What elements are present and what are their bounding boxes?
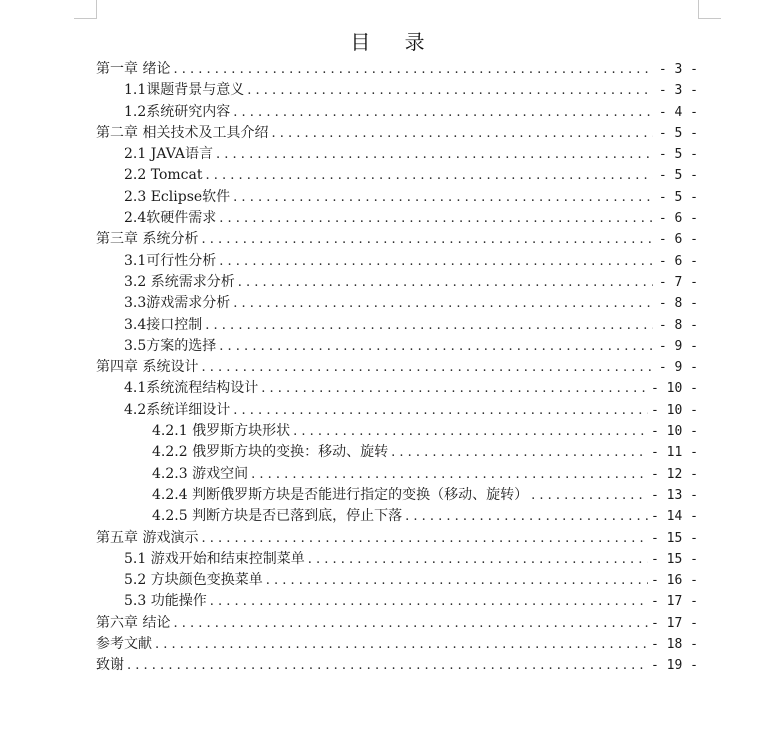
toc-page-number: - 5 - (658, 125, 698, 141)
toc-dot-leader (238, 272, 653, 293)
toc-entry[interactable] (96, 59, 698, 80)
toc-entry-label: 4.2.4 判断俄罗斯方块是否能进行指定的变换（移动、旋转） (152, 486, 529, 503)
toc-dot-leader (219, 251, 653, 272)
toc-entry-label: 2.1 JAVA语言 (124, 146, 214, 163)
toc-entry-label: 3.3游戏需求分析 (124, 295, 231, 312)
toc-entry-label: 5.1 游戏开始和结束控制菜单 (124, 550, 305, 567)
toc-page-number: - 9 - (658, 360, 698, 376)
toc-entry-label: 2.3 Eclipse软件 (124, 188, 231, 205)
toc-page-number: - 9 - (658, 338, 698, 354)
toc-entry[interactable] (96, 251, 698, 272)
toc-entry-label: 4.2.5 判断方块是否已落到底，停止下落 (152, 508, 403, 525)
toc-entry[interactable] (96, 165, 698, 186)
toc-dot-leader (173, 59, 653, 80)
toc-entry[interactable] (96, 613, 698, 634)
toc-entry[interactable] (96, 655, 698, 676)
toc-entry-label: 5.2 方块颜色变换菜单 (124, 572, 263, 589)
toc-page-number: - 6 - (658, 253, 698, 269)
toc-entry-label: 4.2.1 俄罗斯方块形状 (152, 423, 291, 440)
toc-page-number: - 17 - (651, 594, 698, 610)
toc-entry[interactable] (96, 187, 698, 208)
toc-list (96, 59, 698, 677)
toc-entry[interactable] (96, 315, 698, 336)
toc-page-number: - 16 - (651, 573, 698, 589)
toc-entry-label: 3.1可行性分析 (124, 252, 217, 269)
toc-page-number: - 6 - (658, 232, 698, 248)
toc-entry[interactable] (96, 357, 698, 378)
toc-dot-leader (155, 634, 648, 655)
toc-entry[interactable] (96, 442, 698, 463)
toc-page-number: - 10 - (651, 381, 698, 397)
toc-entry-label: 1.1课题背景与意义 (124, 82, 245, 99)
toc-page-number: - 4 - (658, 104, 698, 120)
toc-entry-label: 第二章 相关技术及工具介绍 (96, 124, 269, 141)
toc-entry-label: 致谢 (96, 657, 124, 674)
toc-entry-label: 第四章 系统设计 (96, 359, 199, 376)
toc-dot-leader (201, 229, 653, 250)
toc-dot-leader (391, 442, 648, 463)
toc-dot-leader (266, 570, 648, 591)
toc-entry-label: 4.1系统流程结构设计 (124, 380, 259, 397)
toc-dot-leader (251, 464, 648, 485)
toc-entry[interactable] (96, 144, 698, 165)
toc-entry[interactable] (96, 293, 698, 314)
toc-dot-leader (271, 123, 653, 144)
toc-entry[interactable] (96, 208, 698, 229)
toc-entry-label: 3.5方案的选择 (124, 337, 217, 354)
toc-dot-leader (405, 506, 648, 527)
toc-page-number: - 6 - (658, 211, 698, 227)
toc-entry[interactable] (96, 591, 698, 612)
toc-entry[interactable] (96, 634, 698, 655)
toc-dot-leader (201, 528, 648, 549)
toc-entry-label: 4.2系统详细设计 (124, 401, 231, 418)
toc-page-number: - 3 - (658, 83, 698, 99)
toc-page-number: - 12 - (651, 466, 698, 482)
toc-dot-leader (531, 485, 648, 506)
toc-entry-label: 参考文献 (96, 636, 152, 653)
toc-entry-label: 1.2系统研究内容 (124, 103, 231, 120)
toc-entry[interactable] (96, 570, 698, 591)
toc-entry-label: 2.2 Tomcat (124, 167, 203, 184)
toc-dot-leader (233, 400, 648, 421)
toc-dot-leader (308, 549, 648, 570)
toc-page-number: - 11 - (651, 445, 698, 461)
toc-dot-leader (233, 293, 653, 314)
toc-entry-label: 第三章 系统分析 (96, 231, 199, 248)
toc-entry[interactable] (96, 80, 698, 101)
margin-corner-mark (698, 0, 721, 19)
toc-dot-leader (233, 187, 653, 208)
toc-entry[interactable] (96, 506, 698, 527)
toc-entry[interactable] (96, 549, 698, 570)
toc-page-number: - 13 - (651, 487, 698, 503)
toc-entry-label: 4.2.3 游戏空间 (152, 465, 249, 482)
toc-page-number: - 10 - (651, 424, 698, 440)
toc-entry[interactable] (96, 421, 698, 442)
toc-dot-leader (247, 80, 653, 101)
toc-page-number: - 18 - (651, 637, 698, 653)
toc-entry[interactable] (96, 272, 698, 293)
margin-corner-mark (74, 0, 97, 19)
toc-entry-label: 第六章 结论 (96, 614, 171, 631)
toc-dot-leader (293, 421, 648, 442)
toc-page-number: - 14 - (651, 509, 698, 525)
toc-entry-label: 5.3 功能操作 (124, 593, 207, 610)
toc-page-number: - 7 - (658, 274, 698, 290)
toc-entry-label: 3.2 系统需求分析 (124, 273, 235, 290)
toc-page-number: - 15 - (651, 530, 698, 546)
toc-entry[interactable] (96, 378, 698, 399)
toc-page-number: - 5 - (658, 189, 698, 205)
toc-entry-label: 第一章 绪论 (96, 61, 171, 77)
toc-dot-leader (205, 165, 653, 186)
toc-entry-label: 4.2.2 俄罗斯方块的变换：移动、旋转 (152, 444, 389, 461)
toc-entry[interactable] (96, 400, 698, 421)
toc-entry[interactable] (96, 102, 698, 123)
toc-dot-leader (127, 655, 648, 676)
toc-dot-leader (201, 357, 653, 378)
toc-page-number: - 5 - (658, 147, 698, 163)
toc-dot-leader (219, 208, 653, 229)
toc-dot-leader (219, 336, 653, 357)
toc-entry-label: 3.4接口控制 (124, 316, 203, 333)
toc-dot-leader (261, 378, 648, 399)
toc-dot-leader (205, 315, 653, 336)
toc-dot-leader (210, 591, 648, 612)
toc-entry[interactable] (96, 123, 698, 144)
toc-entry-label: 2.4软硬件需求 (124, 210, 217, 227)
toc-page-number: - 3 - (658, 62, 698, 77)
toc-page-number: - 5 - (658, 168, 698, 184)
toc-page-number: - 17 - (651, 615, 698, 631)
toc-entry[interactable] (96, 229, 698, 250)
toc-page-number: - 15 - (651, 551, 698, 567)
toc-page-number: - 8 - (658, 296, 698, 312)
toc-page-number: - 10 - (651, 402, 698, 418)
toc-entry[interactable] (96, 528, 698, 549)
toc-page-number: - 19 - (651, 658, 698, 674)
toc-dot-leader (173, 613, 648, 634)
toc-entry[interactable] (96, 464, 698, 485)
toc-entry[interactable] (96, 336, 698, 357)
toc-dot-leader (216, 144, 653, 165)
toc-entry[interactable] (96, 485, 698, 506)
toc-entry-label: 第五章 游戏演示 (96, 529, 199, 546)
toc-dot-leader (233, 102, 653, 123)
toc-title: 目 录 (350, 30, 439, 54)
toc-page-number: - 8 - (658, 317, 698, 333)
